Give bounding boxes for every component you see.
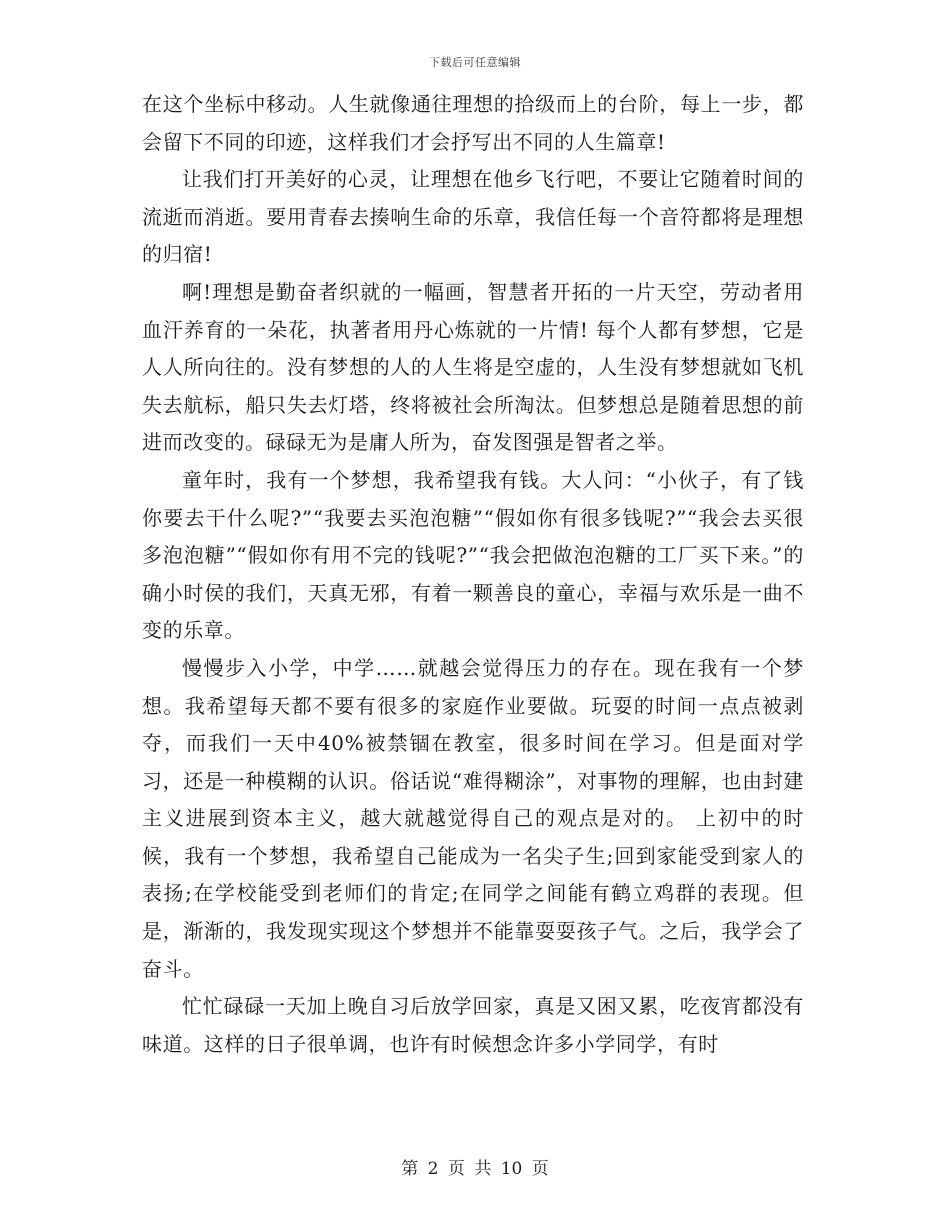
paragraph: 啊!理想是勤奋者织就的一幅画，智慧者开拓的一片天空，劳动者用血汗养育的一朵花，执著者用丹心炼就的一片情! 每个人都有梦想，它是人人所向往的。没有梦想的人的人生将是空虚的，人生没有梦想就如飞机失去航标，船只失去灯塔，终将被社会所淘汰。但梦想总是随着思想的前进而改变的。碌碌无为是庸人所为，奋发图强是智者之举。 bbox=[142, 279, 804, 455]
paragraph: 忙忙碌碌一天加上晚自习后放学回家，真是又困又累，吃夜宵都没有味道。这样的日子很单调，也许有时候想念许多小学同学，有时 bbox=[142, 994, 804, 1056]
document-body bbox=[142, 86, 804, 1063]
page-header-note: 下载后可任意编辑 bbox=[429, 56, 521, 69]
paragraph: 让我们打开美好的心灵，让理想在他乡飞行吧，不要让它随着时间的流逝而消逝。要用青春去揍响生命的乐章，我信任每一个音符都将是理想的归宿! bbox=[142, 167, 804, 267]
paragraph-continuation: 在这个坐标中移动。人生就像通往理想的拾级而上的台阶，每上一步，都会留下不同的印迹，这样我们才会抒写出不同的人生篇章! bbox=[142, 92, 804, 154]
page-number-footer: 第 2 页 共 10 页 bbox=[401, 1159, 549, 1179]
paragraph: 童年时，我有一个梦想，我希望我有钱。大人问：“小伙子，有了钱你要去干什么呢?”“我要去买泡泡糖”“假如你有很多钱呢?”“我会去买很多泡泡糖”“假如你有用不完的钱呢?”“我会把做泡泡糖的工厂买下来。”的确小时侯的我们，天真无邪，有着一颗善良的童心，幸福与欢乐是一曲不变的乐章。 bbox=[142, 467, 804, 643]
paragraph: 慢慢步入小学，中学……就越会觉得压力的存在。现在我有一个梦想。我希望每天都不要有很多的家庭作业要做。玩耍的时间一点点被剥夺，而我们一天中40%被禁锢在教室，很多时间在学习。但是面对学习，还是一种模糊的认识。俗话说“难得糊涂”，对事物的理解，也由封建主义进展到资本主义，越大就越觉得自己的观点是对的。 上初中的时候，我有一个梦想，我希望自己能成为一名尖子生;回到家能受到家人的表扬;在学校能受到老师们的肯定;在同学之间能有鹤立鸡群的表现。但是，渐渐的，我发现实现这个梦想并不能靠耍耍孩子气。之后，我学会了奋斗。 bbox=[142, 655, 804, 981]
